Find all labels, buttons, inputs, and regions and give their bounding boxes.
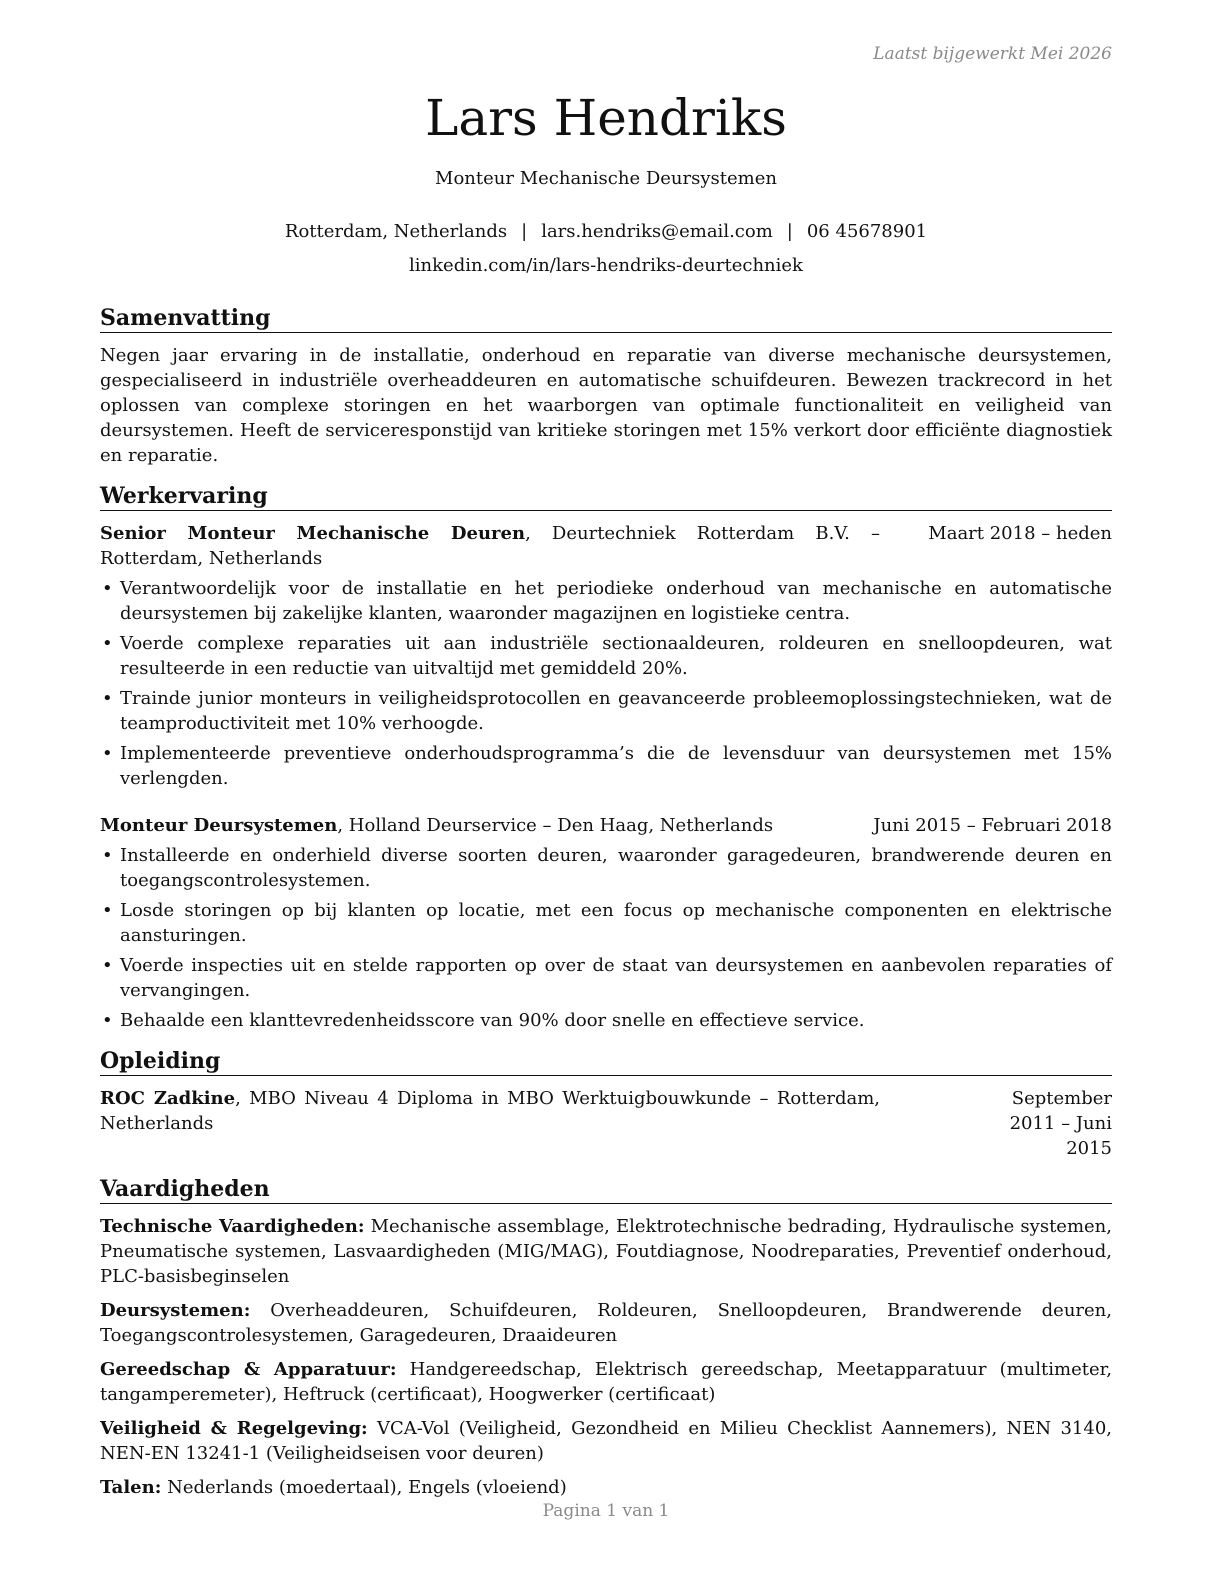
job-dates: Juni 2015 – Februari 2018 xyxy=(873,815,1112,836)
phone: 06 45678901 xyxy=(806,221,928,242)
list-item: • Voerde complexe reparaties uit aan industriële sectionaaldeuren, roldeuren en snelloopdeuren, wat resulteerde in een reductie van uitvaltijd met gemiddeld 20%. xyxy=(100,631,1112,681)
skill-row xyxy=(100,1475,1112,1500)
job-company: , Deurtechniek Rotterdam B.V. – Rotterdam, Netherlands xyxy=(100,523,880,569)
education-entry xyxy=(100,1086,1112,1161)
skill-row xyxy=(100,1357,1112,1407)
job-title-line xyxy=(100,813,853,838)
candidate-name: Lars Hendriks xyxy=(425,89,787,147)
skill-label: Talen: xyxy=(100,1477,162,1498)
job-entry xyxy=(100,813,1112,1033)
skill-row xyxy=(100,1416,1112,1466)
section-heading: Vaardigheden xyxy=(100,1175,1112,1204)
resume-body xyxy=(100,304,1112,1514)
summary-text: Negen jaar ervaring in de installatie, onderhoud en reparatie van diverse mechanische deursystemen, gespecialiseerd in industriële overheaddeuren en automatische schuifdeuren. Bewezen trackrecord in het oplossen van complexe storingen en het waarborgen van optimale functionaliteit en veiligheid van deursystemen. Heeft de serviceresponstijd van kritieke storingen met 15% verkort door efficiënte diagnostiek en reparatie. xyxy=(100,345,1112,466)
linkedin-link[interactable]: linkedin.com/in/lars-hendriks-deurtechniek xyxy=(409,255,803,276)
job-title: Monteur Deursystemen xyxy=(100,815,338,836)
education-dates: September 2011 – Juni 2015 xyxy=(1009,1088,1112,1159)
education-section xyxy=(100,1047,1112,1161)
skill-text: VCA-Vol (Veiligheid, Gezondheid en Milieu Checklist Aannemers), NEN 3140, NEN-EN 13241-1 (Veiligheidseisen voor deuren) xyxy=(100,1418,1112,1464)
separator: | xyxy=(786,221,793,242)
contact-info xyxy=(100,219,1112,279)
last-updated: Laatst bijgewerkt Mei 2026 xyxy=(873,44,1112,64)
skill-text: Overheaddeuren, Schuifdeuren, Roldeuren, Snelloopdeuren, Brandwerende deuren, Toegangscontrolesystemen, Garagedeuren, Draaideuren xyxy=(100,1300,1112,1346)
job-bullets xyxy=(100,843,1112,1033)
job-company: , Holland Deurservice – Den Haag, Netherlands xyxy=(337,815,774,836)
job-header xyxy=(100,813,1112,838)
summary-section xyxy=(100,304,1112,468)
list-item: • Implementeerde preventieve onderhoudsprogramma’s die de levensduur van deursystemen met 15% verlengden. xyxy=(100,741,1112,791)
list-item: • Trainde junior monteurs in veiligheidsprotocollen en geavanceerde probleemoplossingstechnieken, wat de teamproductiviteit met 10% verhoogde. xyxy=(100,686,1112,736)
school-name: ROC Zadkine xyxy=(100,1088,236,1109)
separator: | xyxy=(521,221,528,242)
job-dates: Maart 2018 – heden xyxy=(928,523,1112,544)
education-line xyxy=(100,1086,880,1136)
section-heading: Werkervaring xyxy=(100,482,1112,511)
list-item: • Losde storingen op bij klanten op locatie, met een focus op mechanische componenten en elektrische aansturingen. xyxy=(100,898,1112,948)
skill-label: Gereedschap & Apparatuur: xyxy=(100,1359,397,1380)
experience-section xyxy=(100,482,1112,1033)
page-number: Pagina 1 van 1 xyxy=(542,1501,670,1521)
section-heading: Opleiding xyxy=(100,1047,1112,1076)
skill-text: Nederlands (moedertaal), Engels (vloeiend) xyxy=(161,1477,567,1498)
job-bullets xyxy=(100,576,1112,791)
job-header xyxy=(100,521,1112,571)
email-link[interactable]: lars.hendriks@email.com xyxy=(541,221,773,242)
skills-section xyxy=(100,1175,1112,1500)
job-title: Senior Monteur Mechanische Deuren xyxy=(100,523,526,544)
list-item: • Behaalde een klanttevredenheidsscore van 90% door snelle en effectieve service. xyxy=(100,1008,1112,1033)
job-entry xyxy=(100,521,1112,791)
skill-label: Veiligheid & Regelgeving: xyxy=(100,1418,368,1439)
skill-text: Mechanische assemblage, Elektrotechnische bedrading, Hydraulische systemen, Pneumatische systemen, Lasvaardigheden (MIG/MAG), Foutdiagnose, Noodreparaties, Preventief onderhoud, PLC-basisbeginselen xyxy=(100,1216,1112,1287)
skill-label: Deursystemen: xyxy=(100,1300,251,1321)
list-item: • Installeerde en onderhield diverse soorten deuren, waaronder garagedeuren, brandwerende deuren en toegangscontrolesystemen. xyxy=(100,843,1112,893)
skill-text: Handgereedschap, Elektrisch gereedschap, Meetapparatuur (multimeter, tangamperemeter), Heftruck (certificaat), Hoogwerker (certificaat) xyxy=(100,1359,1113,1405)
degree-details: , MBO Niveau 4 Diploma in MBO Werktuigbouwkunde – Rotterdam, Netherlands xyxy=(100,1088,880,1134)
list-item: • Verantwoordelijk voor de installatie en het periodieke onderhoud van mechanische en automatische deursystemen bij zakelijke klanten, waaronder magazijnen en logistieke centra. xyxy=(100,576,1112,626)
skill-row xyxy=(100,1298,1112,1348)
section-heading: Samenvatting xyxy=(100,304,1112,333)
candidate-role: Monteur Mechanische Deursystemen xyxy=(435,168,777,189)
skill-label: Technische Vaardigheden: xyxy=(100,1216,365,1237)
skill-row xyxy=(100,1214,1112,1289)
location: Rotterdam, Netherlands xyxy=(284,221,508,242)
list-item: • Voerde inspecties uit en stelde rapporten op over de staat van deursystemen en aanbevolen reparaties of vervangingen. xyxy=(100,953,1112,1003)
job-title-line xyxy=(100,521,880,571)
